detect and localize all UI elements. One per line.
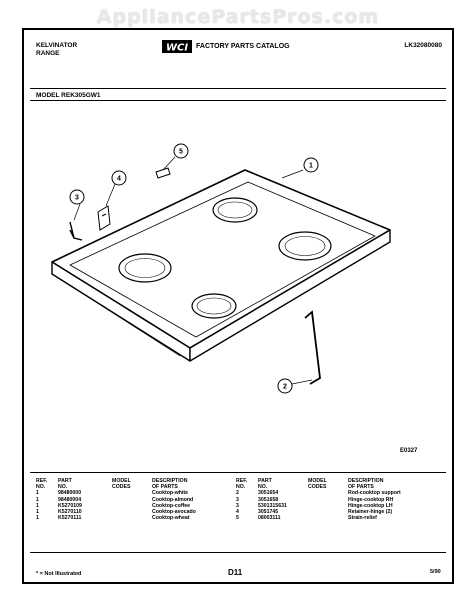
header-desc-2: DESCRIPTION OF PARTS [348, 478, 384, 491]
header-part: PART NO. [58, 478, 72, 491]
table-top-divider [30, 472, 446, 473]
support-rod-part [305, 312, 320, 384]
product-type: RANGE [36, 50, 60, 57]
model-label: MODEL REK305GW1 [36, 92, 101, 99]
hinge-part [70, 222, 82, 240]
table-row: 1 K5270109 Cooktop-coffee 3 5301315631 Hinge-cooktop LH [36, 502, 393, 509]
figure-code: E0327 [400, 448, 418, 454]
cooktop-panel [52, 170, 390, 361]
table-row: 1 K5270110 Cooktop-avocado 4 3051745 Retainer-hinge (2) [36, 509, 393, 516]
table-row: 1 K5270111 Cooktop-wheat 5 08003111 Strain-relief [36, 515, 377, 522]
not-illustrated-note: * = Not Illustrated [36, 571, 82, 577]
callout-4: 4 [117, 175, 121, 183]
header-ref-2: REF. NO. [236, 478, 248, 491]
table-row: 1 98480004 Cooktop-almond 3 3051658 Hinge-cooktop RH [36, 496, 394, 503]
header-model: MODEL CODES [112, 478, 131, 491]
table-bottom-divider [30, 552, 446, 553]
callout-2: 2 [283, 383, 287, 391]
brand-name: KELVINATOR [36, 42, 78, 49]
hinge-retainer-part [98, 206, 110, 230]
header-ref: REF. NO. [36, 478, 48, 491]
callout-3: 3 [75, 194, 79, 202]
page-number: D11 [228, 568, 243, 577]
header-model-2: MODEL CODES [308, 478, 327, 491]
callout-5: 5 [179, 148, 183, 156]
header-desc: DESCRIPTION OF PARTS [152, 478, 188, 491]
watermark: AppliancePartsPros.com [96, 6, 380, 28]
parts-table [34, 478, 403, 521]
brand-label [36, 42, 77, 58]
parts-table-header [34, 478, 403, 490]
catalog-title-block [162, 40, 290, 53]
revision-date: 5/90 [430, 569, 441, 575]
header-divider [30, 88, 446, 89]
catalog-title: FACTORY PARTS CATALOG [196, 42, 290, 50]
exploded-parts-diagram [30, 100, 446, 470]
header-part-2: PART NO. [258, 478, 272, 491]
wci-logo [162, 40, 192, 53]
wci-logo-text: WCI [165, 42, 189, 53]
table-row: 1 98480000 Cooktop-white 2 3051654 Rod-cooktop support [36, 490, 401, 497]
catalog-number: LK32080080 [404, 42, 442, 49]
callout-1: 1 [309, 162, 313, 170]
